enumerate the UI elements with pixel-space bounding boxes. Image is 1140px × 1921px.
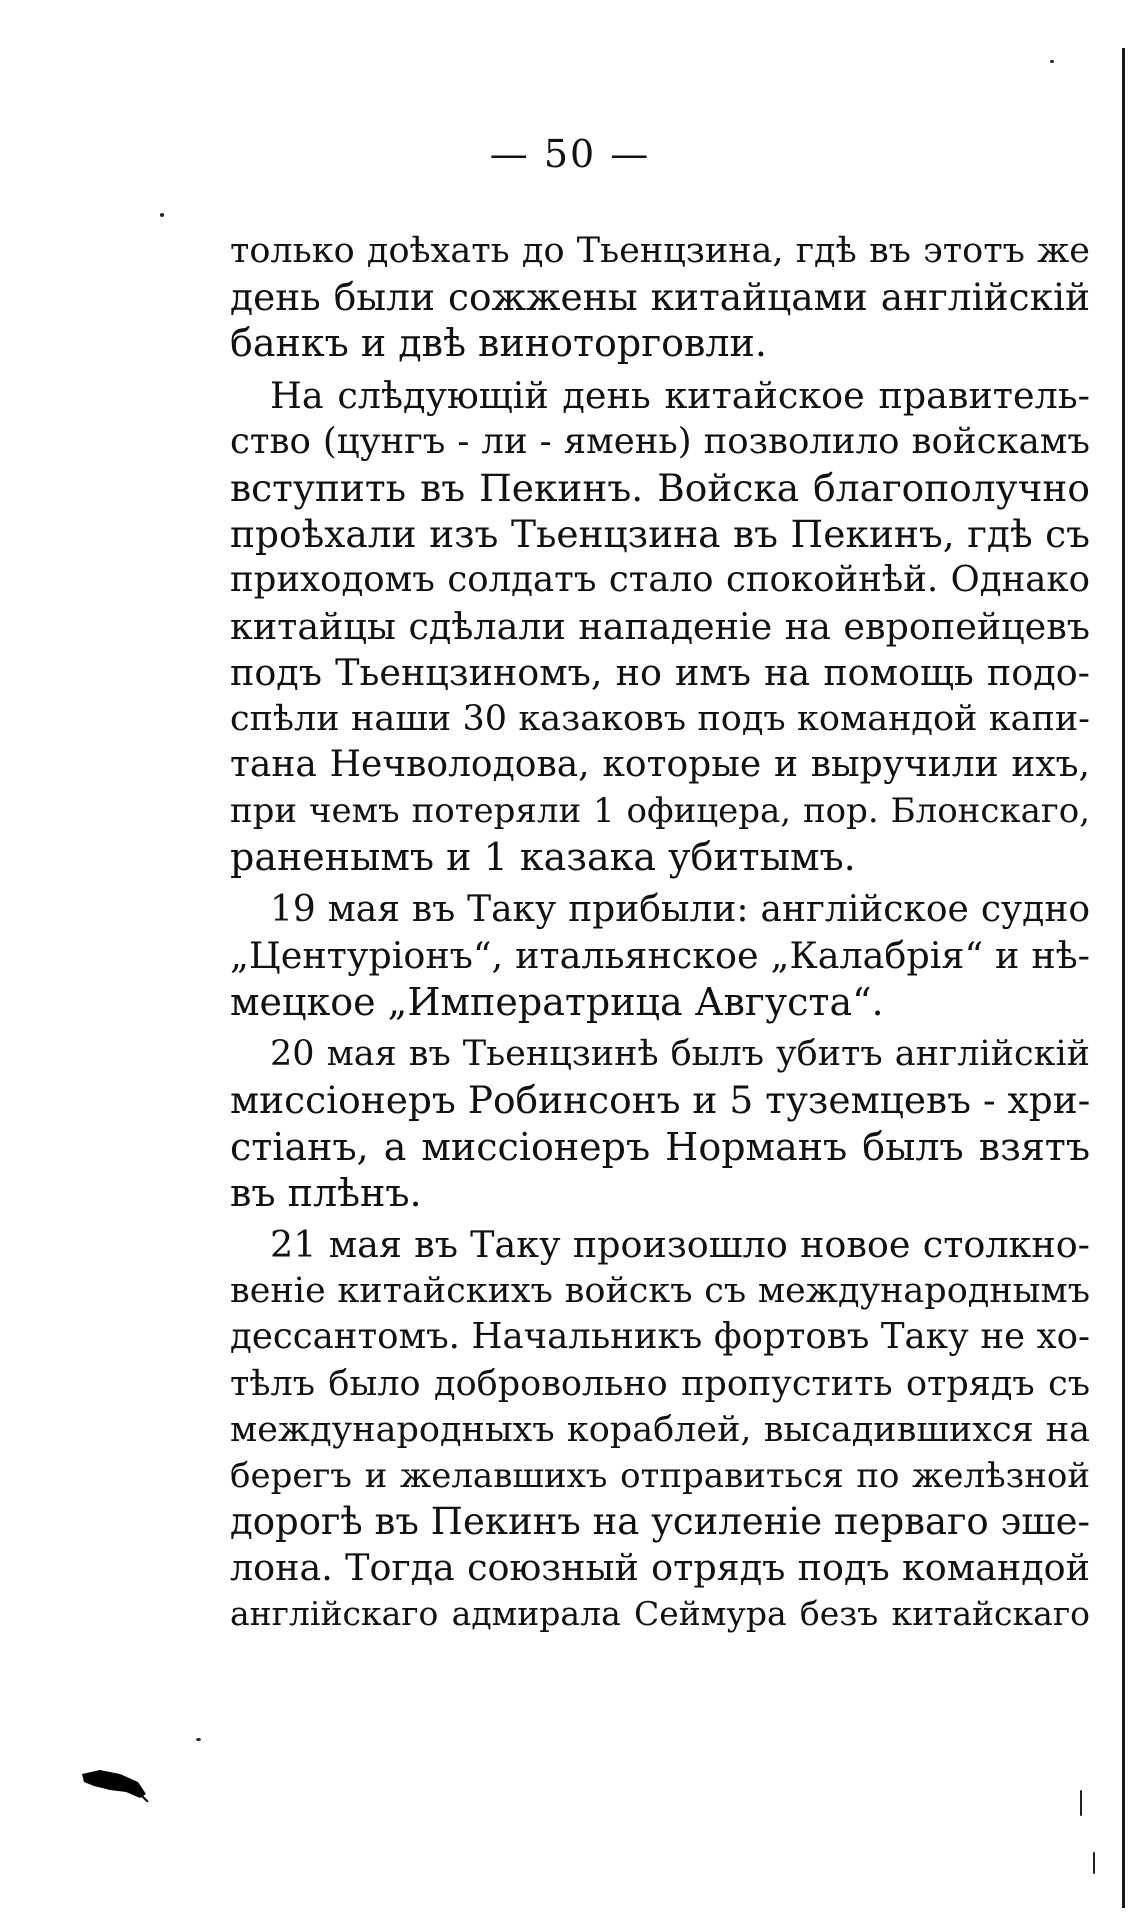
text-line: проѣхали изъ Тьенцзина въ Пекинъ, гдѣ съ <box>230 512 1090 557</box>
text-line: день были сожжены китайцами англійскій <box>230 275 1090 320</box>
text-line: приходомъ солдатъ стало спокойнѣй. Однако <box>230 559 1090 601</box>
text-line: 21 мая въ Таку произошло новое столкно- <box>270 1222 1090 1266</box>
text-line: тѣлъ было добровольно пропустить отрядъ съ <box>230 1363 1090 1404</box>
text-line: берегъ и желавшихъ отправиться по желѣзной <box>230 1455 1090 1496</box>
text-line: спѣли наши 30 казаковъ подъ командой капи- <box>230 698 1090 739</box>
text-line: тана Нечволодова, которые и выручили ихъ, <box>230 744 1090 786</box>
speck <box>1080 1790 1082 1816</box>
text-line: стіанъ, а миссіонеръ Норманъ былъ взятъ <box>230 1124 1090 1169</box>
ink-blot <box>80 1768 150 1802</box>
text-line: китайцы сдѣлали нападеніе на европейцевъ <box>230 604 1090 648</box>
text-line: ство (цунгъ - ли - ямень) позволило войскамъ <box>230 420 1090 462</box>
text-line: дессантомъ. Начальникъ фортовъ Таку не хо- <box>230 1316 1090 1358</box>
speck <box>160 213 164 217</box>
page-number: — 50 — <box>489 132 651 176</box>
text-line: при чемъ потеряли 1 офицера, пор. Блонскаго, <box>230 791 1090 832</box>
text-line: 20 мая въ Тьенцзинѣ былъ убитъ англійскій <box>270 1034 1090 1075</box>
text-line: раненымъ и 1 казака убитымъ. <box>230 835 856 880</box>
text-line: въ плѣнъ. <box>230 1170 422 1215</box>
text-line: банкъ и двѣ виноторговли. <box>230 321 767 366</box>
page-edge-rule <box>1122 48 1125 1908</box>
text-line: лона. Тогда союзный отрядъ подъ командой <box>230 1546 1090 1590</box>
text-line: англійскаго адмирала Сеймура безъ китайскаго <box>230 1594 1090 1634</box>
text-line: веніе китайскихъ войскъ съ международнымъ <box>230 1271 1090 1312</box>
text-line: дорогѣ въ Пекинъ на усиленіе перваго эше- <box>230 1500 1090 1544</box>
speck <box>1050 60 1054 63</box>
body-text <box>230 228 1090 1638</box>
text-line: подъ Тьенцзиномъ, но имъ на помощь подо- <box>230 650 1090 694</box>
text-line: вступить въ Пекинъ. Войска благополучно <box>230 465 1090 510</box>
text-line: международныхъ кораблей, высадившихся на <box>230 1409 1090 1450</box>
text-line: На слѣдующій день китайское правитель- <box>270 373 1090 417</box>
text-line: миссіонеръ Робинсонъ и 5 туземцевъ - хри- <box>230 1078 1091 1123</box>
text-line: мецкое „Императрица Августа“. <box>230 980 884 1024</box>
text-line: 19 мая въ Таку прибыли: англійское судно <box>270 888 1090 930</box>
speck <box>1093 1852 1095 1874</box>
text-line: „Центуріонъ“, итальянское „Калабрія“ и нѣ- <box>230 933 1090 977</box>
text-line: только доѣхать до Тьенцзина, гдѣ въ этотъ же <box>230 231 1090 271</box>
speck <box>196 1738 201 1741</box>
